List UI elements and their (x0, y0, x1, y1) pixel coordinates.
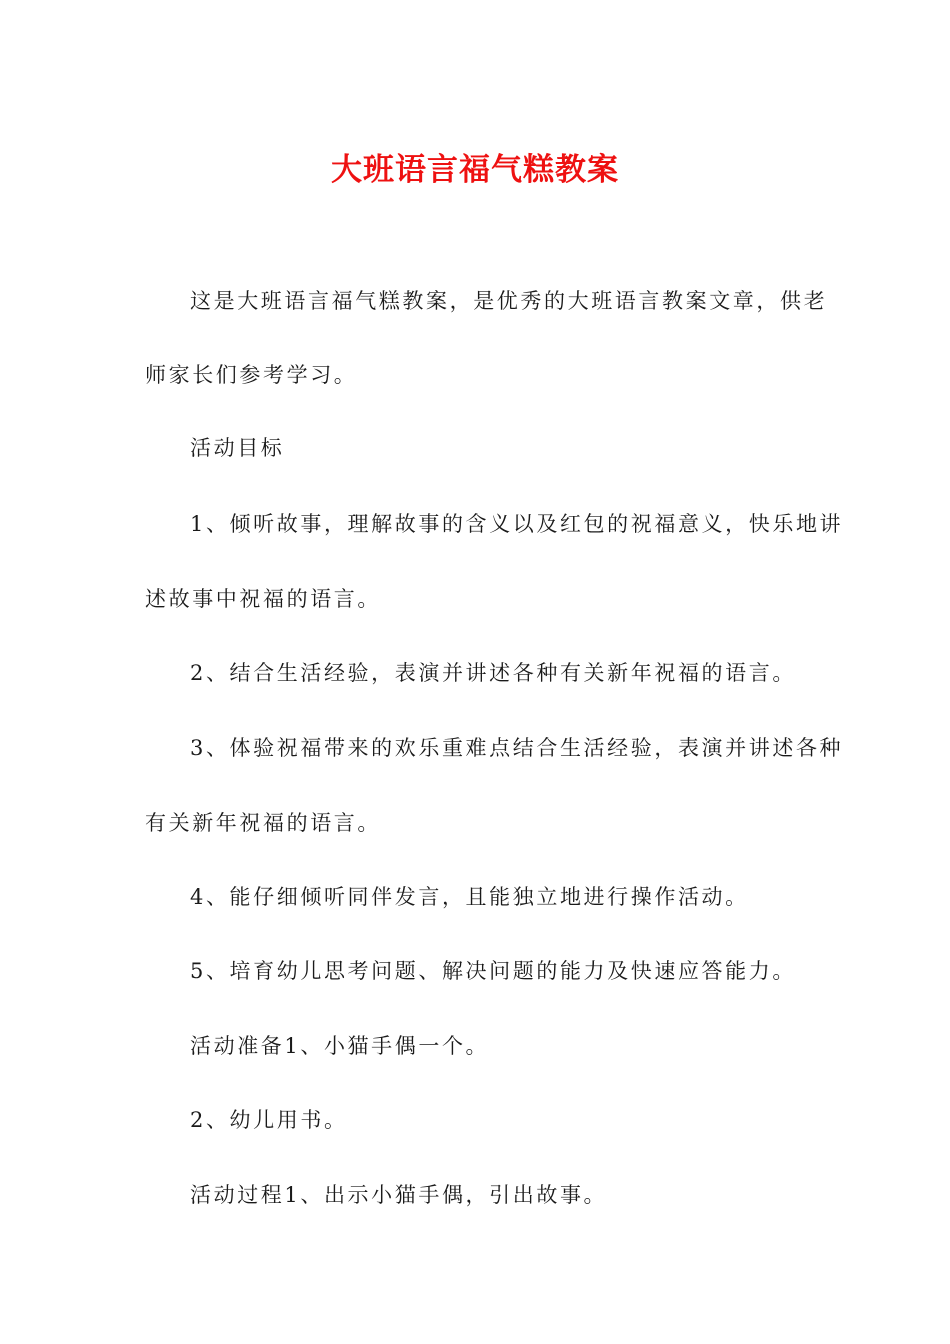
goal-2: 2、结合生活经验，表演并讲述各种有关新年祝福的语言。 (190, 661, 796, 685)
goal-3-line-2: 有关新年祝福的语言。 (145, 811, 381, 835)
intro-line-2: 师家长们参考学习。 (145, 363, 358, 387)
document-title: 大班语言福气糕教案 (331, 152, 619, 188)
process-1: 活动过程1、出示小猫手偶，引出故事。 (190, 1183, 608, 1207)
preparation-1: 活动准备1、小猫手偶一个。 (190, 1034, 490, 1058)
goal-1-line-2: 述故事中祝福的语言。 (145, 587, 381, 611)
section-heading-goals: 活动目标 (190, 436, 285, 460)
preparation-2: 2、幼儿用书。 (190, 1108, 348, 1132)
goal-1-line-1: 1、倾听故事，理解故事的含义以及红包的祝福意义，快乐地讲 (190, 512, 844, 536)
goal-4: 4、能仔细倾听同伴发言，且能独立地进行操作活动。 (190, 885, 749, 909)
goal-3-line-1: 3、体验祝福带来的欢乐重难点结合生活经验，表演并讲述各种 (190, 736, 844, 760)
goal-5: 5、培育幼儿思考问题、解决问题的能力及快速应答能力。 (190, 959, 796, 983)
intro-line-1: 这是大班语言福气糕教案，是优秀的大班语言教案文章，供老 (190, 289, 828, 313)
